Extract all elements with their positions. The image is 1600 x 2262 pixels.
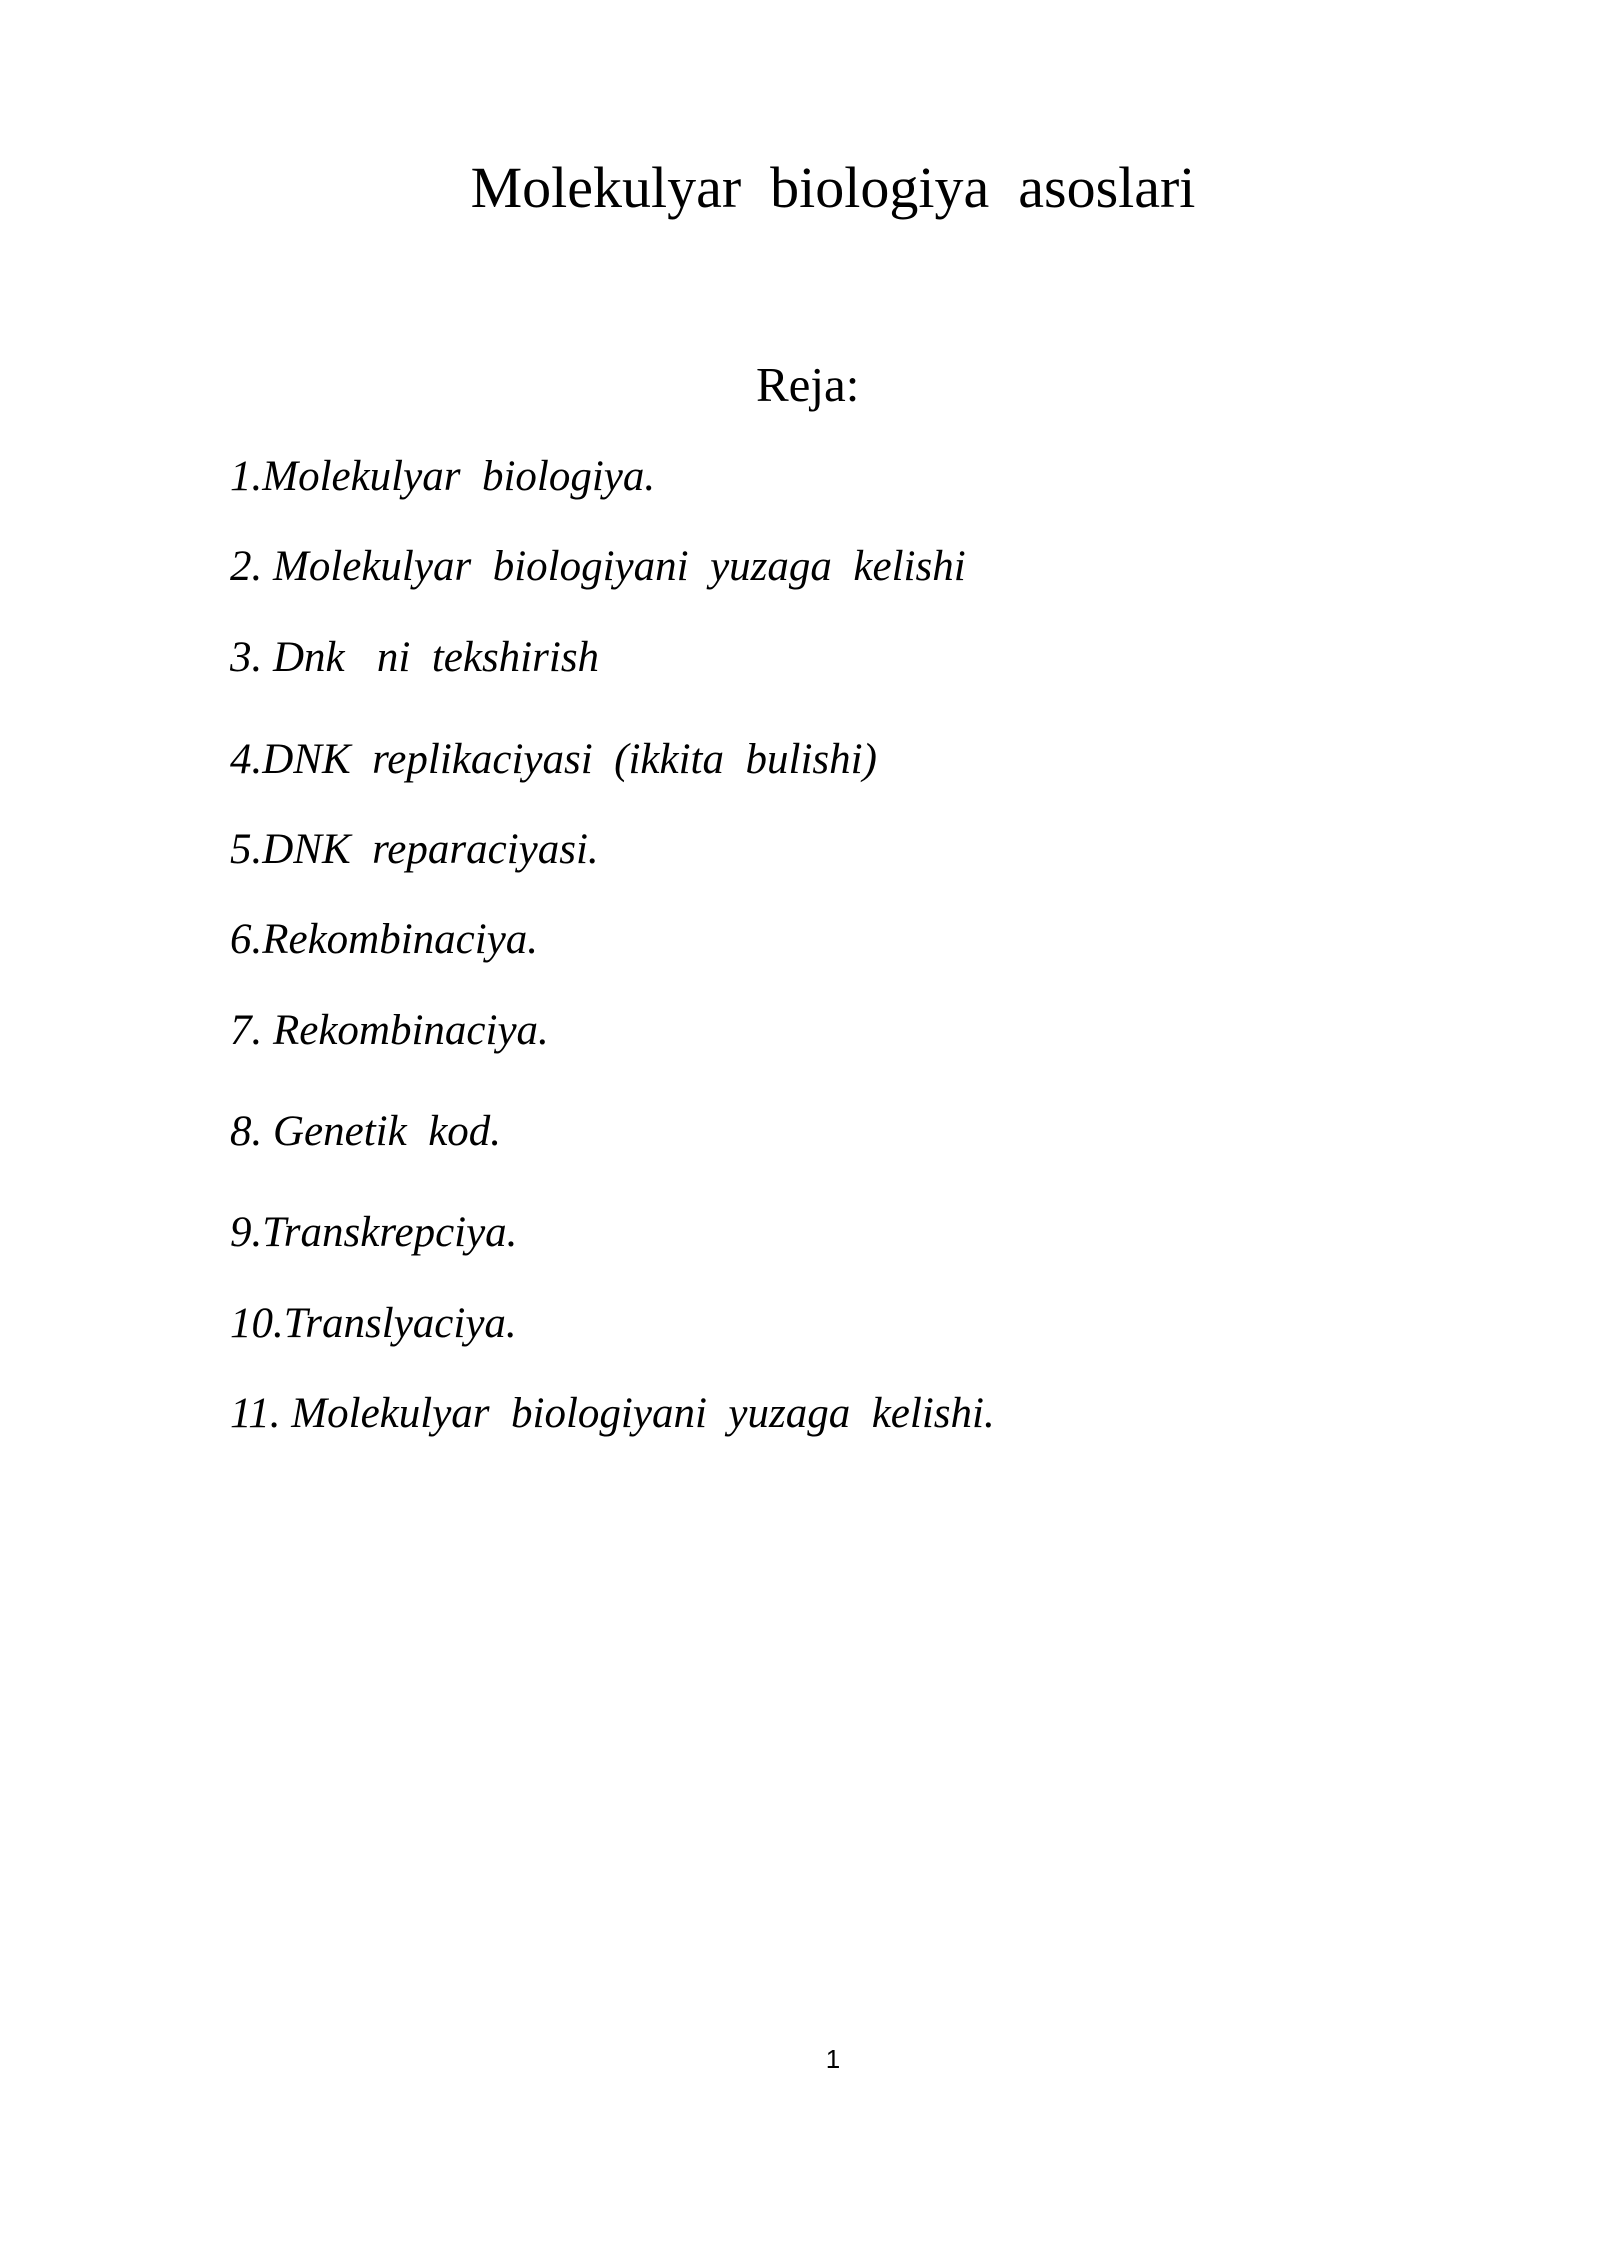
plan-item-1: 1.Molekulyar biologiya. bbox=[230, 453, 656, 500]
plan-item-8: 8. Genetik kod. bbox=[230, 1108, 502, 1155]
plan-item-6: 6.Rekombinaciya. bbox=[230, 916, 539, 963]
document-title: Molekulyar biologiya asoslari bbox=[470, 155, 1196, 220]
plan-item-10: 10.Translyaciya. bbox=[230, 1300, 517, 1347]
plan-heading: Reja: bbox=[756, 357, 860, 412]
plan-item-7: 7. Rekombinaciya. bbox=[230, 1007, 549, 1054]
plan-item-4: 4.DNK replikaciyasi (ikkita bulishi) bbox=[230, 736, 877, 783]
plan-item-3: 3. Dnk ni tekshirish bbox=[230, 634, 600, 681]
plan-item-5: 5.DNK reparaciyasi. bbox=[230, 826, 599, 873]
plan-item-9: 9.Transkrepciya. bbox=[230, 1209, 518, 1256]
plan-item-2: 2. Molekulyar biologiyani yuzaga kelishi bbox=[230, 543, 966, 590]
plan-item-11: 11. Molekulyar biologiyani yuzaga kelishi. bbox=[230, 1390, 995, 1437]
page-number: 1 bbox=[825, 2044, 841, 2074]
